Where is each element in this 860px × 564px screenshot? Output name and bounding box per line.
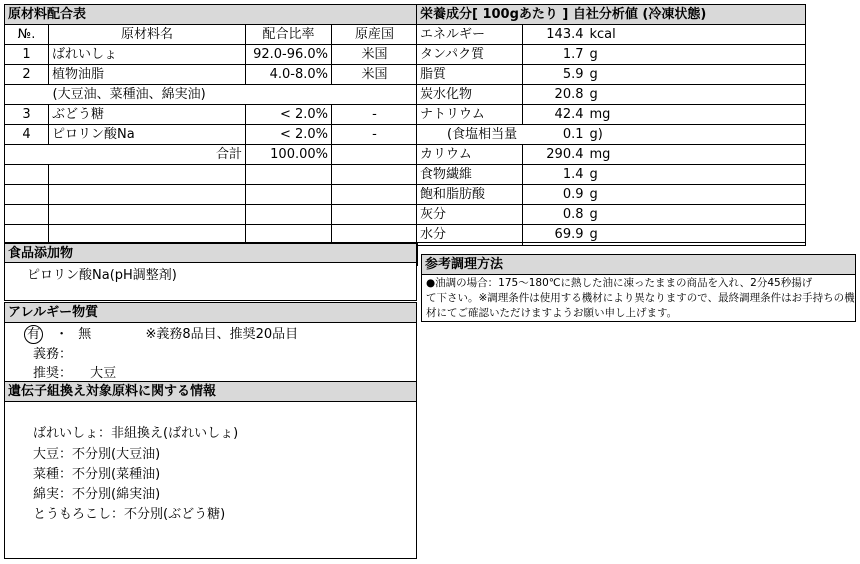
ingredient-name: ぶどう糖 [49,105,246,125]
empty-cell [49,205,246,225]
nutrition-row [417,185,806,205]
cooking-title: 参考調理方法 [422,255,855,275]
nutrition-row [417,85,806,105]
total-label: 合計 [49,145,246,165]
additives-text: ピロリン酸Na(pH調整剤) [27,268,177,283]
ingredients-title: 原材料配合表 [5,5,416,25]
nutrient-value: 69.9 [523,225,587,246]
nutrient-name: カリウム [417,145,523,165]
allergy-recommended [33,362,116,381]
nutrient-name: 食物繊維 [417,165,523,185]
nutrient-name: タンパク質 [417,45,523,65]
nutrient-value: 1.7 [523,45,587,65]
cooking-instructions [422,275,855,322]
empty-cell [5,185,49,205]
nutrient-value: 5.9 [523,65,587,85]
empty-cell [246,225,332,245]
table-row-empty [5,165,418,185]
gmo-line: 大豆：不分別(大豆油) [33,447,161,462]
nutrient-name: 飽和脂肪酸 [417,185,523,205]
ingredient-ratio: 4.0-8.0% [246,65,332,85]
ingredient-no [5,85,49,105]
ingredients-header-row [5,25,418,45]
nutrient-unit: g [587,65,806,85]
empty-cell [246,185,332,205]
nutrition-row [417,25,806,45]
allergy-panel [4,302,417,382]
nutrient-unit: kcal [587,25,806,45]
ingredients-panel [4,4,417,243]
empty-cell [49,165,246,185]
nutrition-title: 栄養成分[ 100gあたり ] 自社分析値 (冷凍状態) [417,5,805,25]
table-row-empty [5,225,418,245]
ingredient-origin: 米国 [332,65,418,85]
nutrient-unit: g [587,205,806,225]
total-spacer [5,145,49,165]
gmo-line: 菜種：不分別(菜種油) [33,467,161,482]
nutrition-table [416,24,806,246]
nutrient-name: 脂質 [417,65,523,85]
cooking-panel [421,254,856,322]
nutrition-panel [417,4,806,243]
table-row [5,85,418,105]
allergy-recommended-label: 推奨： [33,366,73,381]
empty-cell [5,225,49,245]
nutrient-name: (食塩相当量 [417,125,523,145]
gmo-line: ばれいしょ：非組換え(ばれいしょ) [33,426,239,441]
col-header-ratio: 配合比率 [246,25,332,45]
cooking-line-3: 材にてご確認いただけますようお願い申し上げます。 [426,307,678,319]
nutrition-row [417,225,806,246]
empty-cell [332,205,418,225]
cooking-line-2: て下さい。※調理条件は使用する機材により異なりますので、最終調理条件はお手持ちの機 [426,292,855,304]
table-row [5,45,418,65]
allergy-recommended-value: 大豆 [90,366,117,381]
nutrient-unit: mg [587,145,806,165]
nutrient-value: 1.4 [523,165,587,185]
col-header-name: 原材料名 [49,25,246,45]
nutrition-row [417,45,806,65]
nutrient-unit: g [587,165,806,185]
nutrient-unit: g [587,225,806,246]
nutrient-value: 290.4 [523,145,587,165]
ingredient-no: 1 [5,45,49,65]
ingredient-ratio: 92.0-96.0% [246,45,332,65]
empty-cell [332,225,418,245]
nutrient-unit: mg [587,105,806,125]
total-value: 100.00% [246,145,332,165]
additives-panel [4,243,417,301]
total-row [5,145,418,165]
nutrient-unit: g [587,185,806,205]
empty-cell [49,225,246,245]
nutrient-name: 水分 [417,225,523,246]
nutrition-row [417,105,806,125]
ingredient-origin: - [332,105,418,125]
gmo-line: とうもろこし：不分別(ぶどう糖) [33,507,226,522]
ingredient-no: 4 [5,125,49,145]
allergy-title: アレルギー物質 [5,303,416,323]
nutrient-name: 炭水化物 [417,85,523,105]
ingredient-sub-detail: (大豆油、菜種油、綿実油) [49,85,418,105]
nutrition-row [417,125,806,145]
nutrition-row [417,205,806,225]
nutrient-value: 0.1 [523,125,587,145]
ingredient-no: 2 [5,65,49,85]
empty-cell [5,165,49,185]
additives-title: 食品添加物 [5,243,416,263]
nutrient-name: ナトリウム [417,105,523,125]
table-row [5,65,418,85]
ingredient-ratio: < 2.0% [246,105,332,125]
gmo-panel [4,381,417,559]
nutrient-name: 灰分 [417,205,523,225]
allergy-note: ※義務8品目、推奨20品目 [145,327,299,342]
nutrient-value: 0.9 [523,185,587,205]
nutrition-row [417,145,806,165]
nutrient-name: エネルギー [417,25,523,45]
empty-cell [49,185,246,205]
empty-cell [246,165,332,185]
nutrient-unit: g [587,85,806,105]
table-row [5,105,418,125]
nutrient-unit: g [587,45,806,65]
nutrient-value: 0.8 [523,205,587,225]
col-header-no: №. [5,25,49,45]
total-origin-empty [332,145,418,165]
allergy-yes-circled: 有 [24,325,43,344]
table-row-empty [5,185,418,205]
gmo-title: 遺伝子組換え対象原料に関する情報 [5,382,416,402]
empty-cell [332,165,418,185]
allergy-required [33,343,72,362]
nutrient-value: 143.4 [523,25,587,45]
nutrient-value: 20.8 [523,85,587,105]
allergy-presence [27,323,298,344]
empty-cell [246,205,332,225]
ingredient-name: 植物油脂 [49,65,246,85]
cooking-line-1: ●油調の場合：175～180℃に熱した油に凍ったままの商品を入れ、2分45秒揚げ [426,277,813,289]
allergy-no: 無 [78,327,92,342]
nutrition-row [417,65,806,85]
col-header-origin: 原産国 [332,25,418,45]
ingredient-name: ばれいしょ [49,45,246,65]
ingredient-no: 3 [5,105,49,125]
empty-cell [332,185,418,205]
nutrient-unit: g) [587,125,806,145]
nutrition-row [417,165,806,185]
table-row-empty [5,205,418,225]
ingredients-table [4,24,418,266]
ingredient-origin: 米国 [332,45,418,65]
allergy-required-label: 義務： [33,347,73,362]
ingredient-ratio: < 2.0% [246,125,332,145]
ingredient-origin: - [332,125,418,145]
ingredient-name: ピロリン酸Na [49,125,246,145]
table-row [5,125,418,145]
gmo-line: 綿実：不分別(綿実油) [33,487,161,502]
nutrient-value: 42.4 [523,105,587,125]
allergy-separator: ・ [55,327,69,342]
empty-cell [5,205,49,225]
